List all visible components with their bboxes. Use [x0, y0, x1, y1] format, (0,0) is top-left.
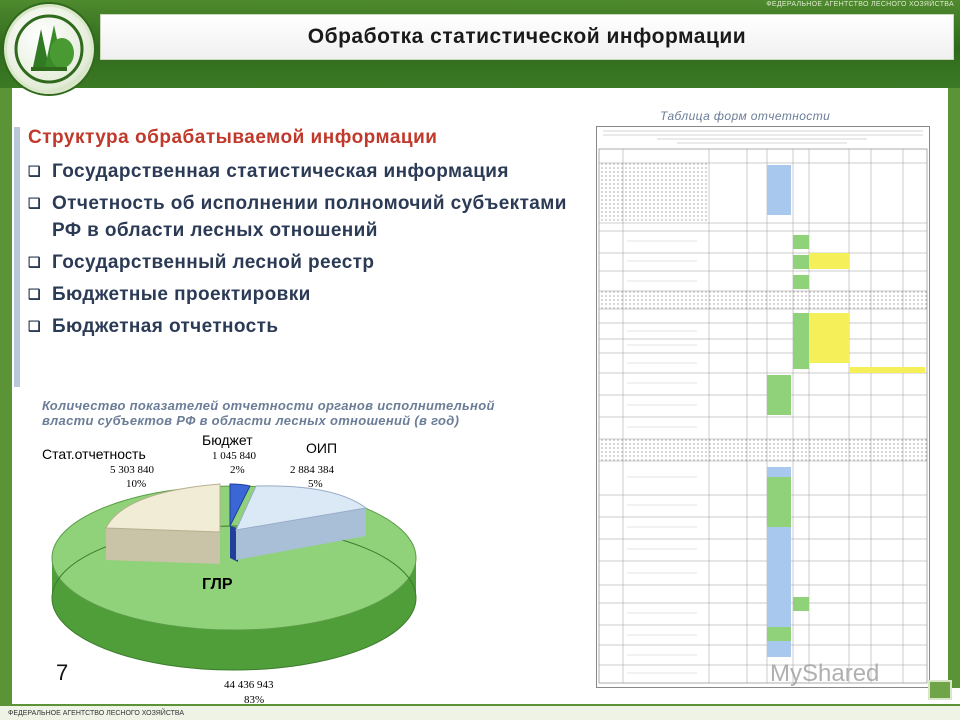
list-item: ❑ Государственный лесной реестр — [28, 249, 568, 276]
checkbox-bullet-icon: ❑ — [28, 318, 41, 334]
percent-label-oip: 5% — [308, 478, 323, 490]
title-bar — [100, 14, 954, 60]
checkbox-bullet-icon: ❑ — [28, 163, 41, 179]
value-label-glr: 44 436 943 — [224, 679, 274, 691]
slide-nav-button[interactable] — [928, 680, 952, 700]
checkbox-bullet-icon: ❑ — [28, 195, 41, 211]
value-label-stat: 5 303 840 — [110, 464, 154, 476]
table-caption: Таблица форм отчетности — [660, 109, 831, 123]
accent-bar — [14, 127, 20, 387]
checkbox-bullet-icon: ❑ — [28, 254, 41, 270]
section-heading: Структура обрабатываемой информации — [28, 127, 438, 148]
tree-logo-icon — [7, 7, 91, 91]
page-title: Обработка статистической информации — [307, 25, 747, 48]
value-label-budget: 1 045 840 — [212, 450, 256, 462]
list-item: ❑ Бюджетная отчетность — [28, 313, 568, 340]
table-thumbnail — [597, 127, 929, 687]
pie-chart — [44, 432, 424, 712]
agency-name-top: ФЕДЕРАЛЬНОЕ АГЕНТСТВО ЛЕСНОГО ХОЗЯЙСТВА — [766, 1, 954, 8]
value-label-oip: 2 884 384 — [290, 464, 334, 476]
legend-label-budget: Бюджет — [202, 432, 253, 448]
percent-label-glr: 83% — [244, 694, 265, 706]
list-item: ❑ Бюджетные проектировки — [28, 281, 568, 308]
legend-label-stat: Стат.отчетность — [42, 446, 146, 462]
watermark: MyShared — [770, 660, 880, 687]
agency-name-bottom: ФЕДЕРАЛЬНОЕ АГЕНТСТВО ЛЕСНОГО ХОЗЯЙСТВА — [8, 710, 185, 717]
percent-label-stat: 10% — [126, 478, 147, 490]
frame-right — [948, 88, 960, 688]
legend-label-oip: ОИП — [306, 440, 338, 456]
reporting-forms-table-image — [596, 126, 930, 688]
legend-label-glr: ГЛР — [202, 576, 233, 593]
frame-left — [0, 88, 12, 720]
bullet-list — [28, 158, 568, 345]
page-number: 7 — [56, 660, 69, 685]
chart-caption: Количество показателей отчетности органов исполнительной власти субъектов РФ в области лесных отношений (в год) — [42, 398, 495, 428]
percent-label-budget: 2% — [230, 464, 245, 476]
list-item: ❑ Государственная статистическая информация — [28, 158, 568, 185]
list-item: ❑ Отчетность об исполнении полномочий субъектами РФ в области лесных отношений — [28, 190, 568, 244]
pie-slice-stat-side — [106, 528, 220, 564]
forest-agency-logo — [4, 4, 94, 94]
checkbox-bullet-icon: ❑ — [28, 286, 41, 302]
